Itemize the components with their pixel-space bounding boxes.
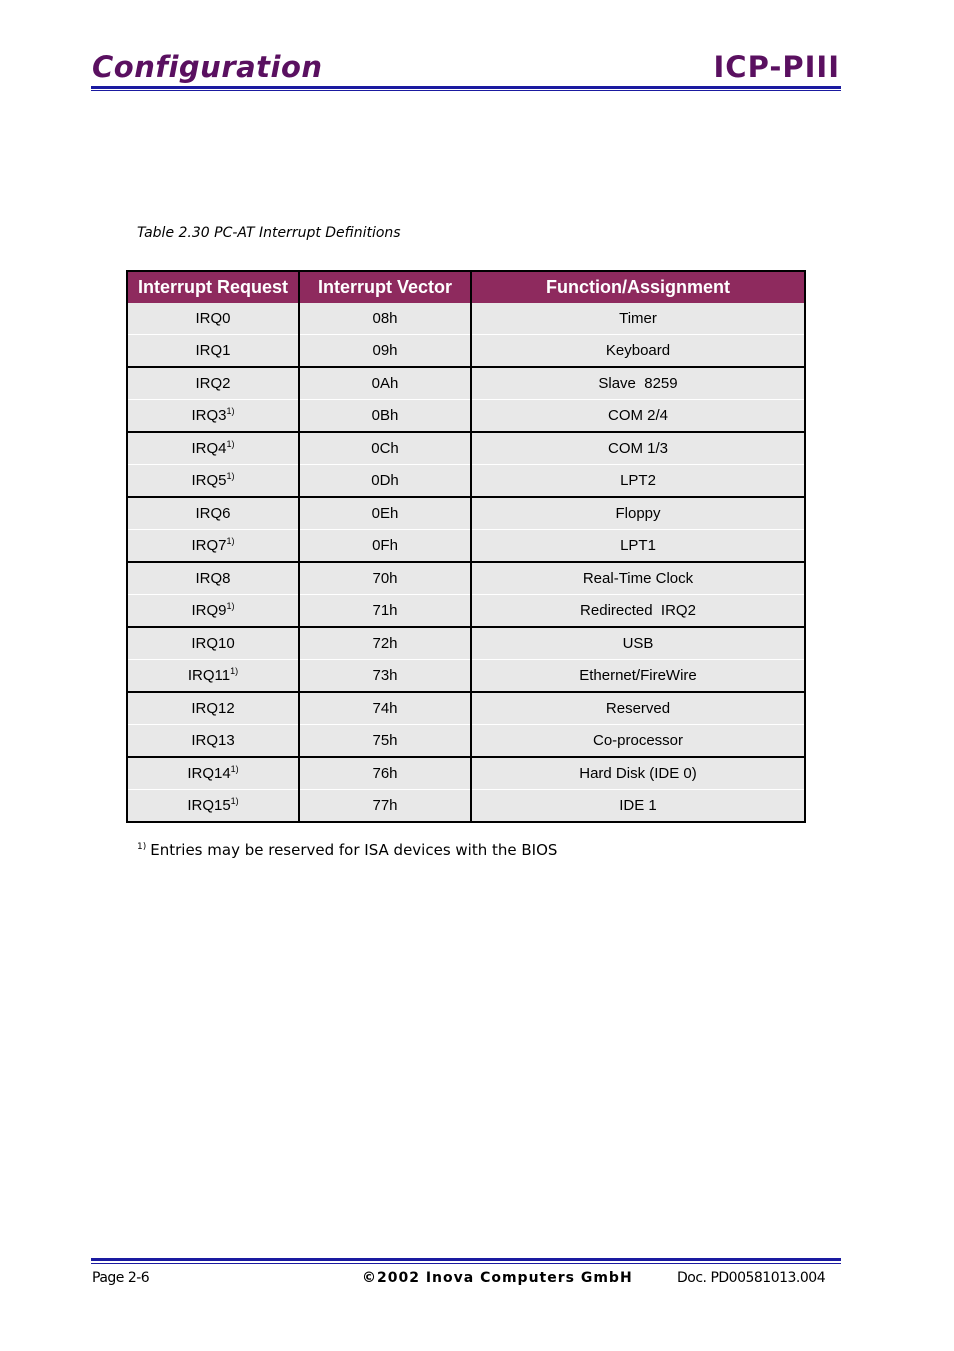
vector-cell: 73h	[299, 660, 471, 693]
copyright: ©2002 Inova Computers GmbH	[362, 1270, 633, 1286]
table-row	[127, 530, 805, 563]
function-cell: Real-Time Clock	[471, 562, 805, 595]
irq-label: IRQ12	[191, 700, 235, 717]
table-row	[127, 335, 805, 368]
vector-cell: 72h	[299, 627, 471, 660]
vector-cell: 0Ch	[299, 432, 471, 465]
table-row	[127, 757, 805, 790]
vector-cell: 75h	[299, 725, 471, 758]
irq-cell	[127, 367, 299, 400]
irq-label: IRQ8	[195, 570, 231, 587]
vector-cell: 71h	[299, 595, 471, 628]
footer-rule	[91, 1258, 841, 1261]
irq-label: IRQ1	[195, 342, 231, 359]
footnote-ref: 1)	[226, 406, 235, 416]
footnote-ref: 1)	[230, 666, 239, 676]
vector-cell: 09h	[299, 335, 471, 368]
vector-cell: 0Dh	[299, 465, 471, 498]
irq-label: IRQ7	[191, 537, 227, 554]
irq-label: IRQ10	[191, 635, 235, 652]
header-rule-thin	[91, 90, 841, 91]
vector-cell: 74h	[299, 692, 471, 725]
header-rule	[91, 86, 841, 89]
vector-cell: 0Eh	[299, 497, 471, 530]
footnote	[137, 841, 557, 859]
irq-label: IRQ3	[191, 407, 227, 424]
interrupt-table	[126, 270, 806, 823]
irq-cell	[127, 530, 299, 563]
footnote-text: Entries may be reserved for ISA devices with the BIOS	[150, 841, 558, 859]
function-cell: LPT1	[471, 530, 805, 563]
function-cell: Slave 8259	[471, 367, 805, 400]
irq-cell	[127, 465, 299, 498]
irq-cell	[127, 692, 299, 725]
irq-cell	[127, 432, 299, 465]
section-title: Configuration	[92, 50, 323, 84]
table-row	[127, 400, 805, 433]
table-row	[127, 627, 805, 660]
table-row	[127, 303, 805, 335]
function-cell: Timer	[471, 303, 805, 335]
footnote-ref: 1)	[226, 536, 235, 546]
function-cell: Keyboard	[471, 335, 805, 368]
column-header-irq: Interrupt Request	[127, 271, 299, 303]
function-cell: Ethernet/FireWire	[471, 660, 805, 693]
irq-label: IRQ14	[187, 765, 231, 782]
table-row	[127, 367, 805, 400]
page-number: Page 2-6	[92, 1270, 150, 1286]
vector-cell: 70h	[299, 562, 471, 595]
irq-cell	[127, 627, 299, 660]
table-caption: Table 2.30 PC-AT Interrupt Definitions	[137, 225, 401, 241]
irq-label: IRQ2	[195, 375, 231, 392]
function-cell: Reserved	[471, 692, 805, 725]
table-row	[127, 692, 805, 725]
table-row	[127, 595, 805, 628]
function-cell: Hard Disk (IDE 0)	[471, 757, 805, 790]
vector-cell: 0Bh	[299, 400, 471, 433]
footnote-ref: 1)	[230, 764, 239, 774]
vector-cell: 08h	[299, 303, 471, 335]
irq-cell	[127, 757, 299, 790]
table-row	[127, 725, 805, 758]
footnote-marker: 1)	[137, 842, 147, 852]
irq-label: IRQ6	[195, 505, 231, 522]
vector-cell: 77h	[299, 790, 471, 823]
function-cell: Redirected IRQ2	[471, 595, 805, 628]
irq-label: IRQ0	[195, 310, 231, 327]
footer-rule-thin	[91, 1263, 841, 1264]
vector-cell: 76h	[299, 757, 471, 790]
footnote-ref: 1)	[230, 796, 239, 806]
footnote-ref: 1)	[226, 471, 235, 481]
document-number: Doc. PD00581013.004	[677, 1270, 826, 1286]
irq-cell	[127, 660, 299, 693]
footnote-ref: 1)	[226, 439, 235, 449]
irq-label: IRQ9	[191, 602, 227, 619]
function-cell: Co-processor	[471, 725, 805, 758]
irq-label: IRQ13	[191, 732, 235, 749]
irq-cell	[127, 562, 299, 595]
irq-cell	[127, 303, 299, 335]
table-row	[127, 660, 805, 693]
product-name: ICP-PIII	[713, 50, 840, 84]
irq-cell	[127, 790, 299, 823]
table-row	[127, 465, 805, 498]
table-row	[127, 432, 805, 465]
table-row	[127, 497, 805, 530]
table-row	[127, 562, 805, 595]
irq-cell	[127, 335, 299, 368]
function-cell: Floppy	[471, 497, 805, 530]
table-row	[127, 790, 805, 823]
function-cell: USB	[471, 627, 805, 660]
column-header-function: Function/Assignment	[471, 271, 805, 303]
irq-label: IRQ11	[187, 667, 231, 684]
function-cell: COM 2/4	[471, 400, 805, 433]
irq-label: IRQ15	[187, 797, 231, 814]
irq-label: IRQ4	[191, 440, 227, 457]
function-cell: LPT2	[471, 465, 805, 498]
footnote-ref: 1)	[226, 601, 235, 611]
function-cell: IDE 1	[471, 790, 805, 823]
irq-cell	[127, 400, 299, 433]
function-cell: COM 1/3	[471, 432, 805, 465]
vector-cell: 0Ah	[299, 367, 471, 400]
irq-cell	[127, 497, 299, 530]
table-body	[127, 303, 805, 822]
vector-cell: 0Fh	[299, 530, 471, 563]
table-header-row	[127, 271, 805, 303]
irq-cell	[127, 725, 299, 758]
irq-cell	[127, 595, 299, 628]
irq-label: IRQ5	[191, 472, 227, 489]
column-header-vector: Interrupt Vector	[299, 271, 471, 303]
